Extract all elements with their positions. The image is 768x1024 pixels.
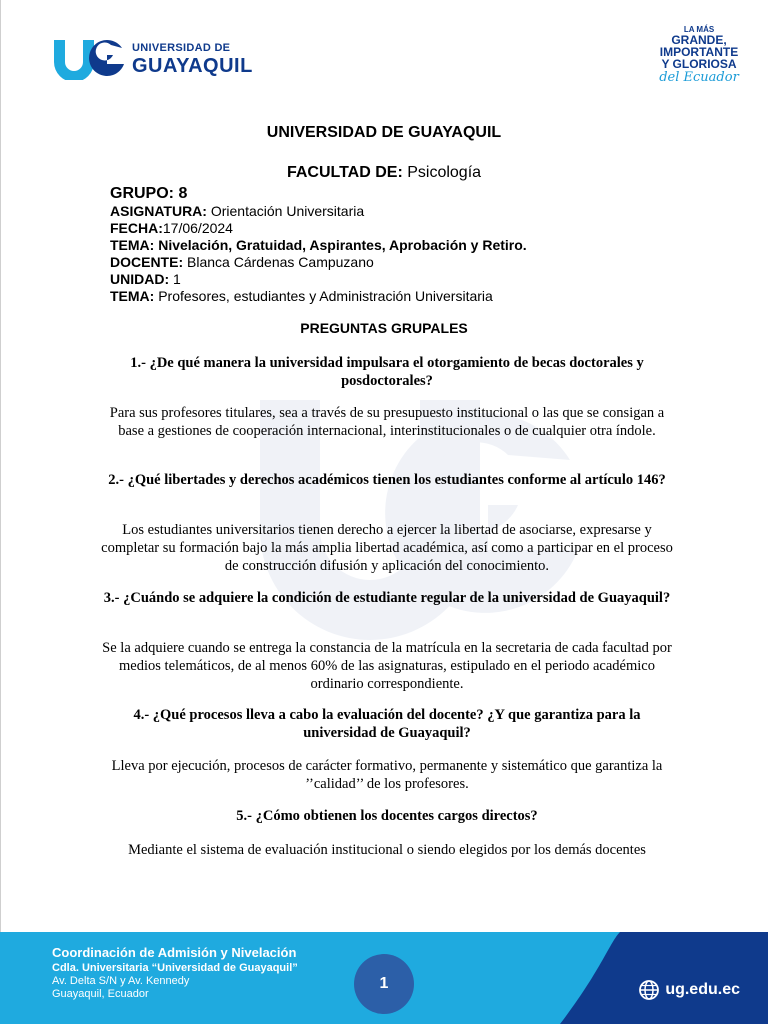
subject-label: ASIGNATURA: (110, 203, 207, 219)
unit-line (110, 271, 710, 288)
footer-address (52, 946, 298, 1001)
ug-logo-mark (52, 38, 126, 80)
question-5: 5.- ¿Cómo obtienen los docentes cargos directos? (236, 808, 538, 824)
slogan-line-1: LA MÁS (683, 25, 715, 34)
answer-4: Lleva por ejecución, procesos de carácter formativo, permanente y sistemático que garantiza la ’’calidad’’ de los profesores. (111, 758, 663, 792)
logo-small-text: UNIVERSIDAD DE (132, 41, 231, 54)
answer-3: Se la adquiere cuando se entrega la constancia de la matrícula en la secretaria de cada facultad por medios telemáticos, de al menos 60% de las asignaturas, estipulado en el periodo académico ordinario correspondiente. (102, 640, 672, 692)
topic-2-value: Profesores, estudiantes y Administración Universitaria (154, 288, 493, 304)
answer-1: Para sus profesores titulares, sea a través de su presupuesto institucional o las que se consigan a base a gestiones de cooperación internacional, interinstitucionales o de cualquier otra índole. (109, 405, 665, 439)
footer-line-2: Cdla. Universitaria “Universidad de Guayaquil” (52, 962, 298, 974)
faculty-label: FACULTAD DE: (286, 164, 403, 181)
topic-line-1 (110, 237, 710, 254)
logo-big-text: GUAYAQUIL (132, 54, 253, 77)
unit-value: 1 (169, 271, 181, 287)
date-value: 17/06/2024 (162, 220, 233, 236)
faculty-value: Psicología (402, 164, 482, 181)
university-title: UNIVERSIDAD DE GUAYAQUIL (266, 124, 502, 141)
slogan-line-3: IMPORTANTE (659, 45, 739, 59)
page-footer (0, 932, 768, 1024)
globe-icon (639, 980, 659, 1000)
section-title: PREGUNTAS GRUPALES (300, 320, 468, 336)
topic-line-2 (110, 288, 710, 305)
footer-line-3: Av. Delta S/N y Av. Kennedy (52, 975, 190, 987)
question-3: 3.- ¿Cuándo se adquiere la condición de estudiante regular de la universidad de Guayaquil? (103, 590, 671, 606)
topic-1-text: TEMA: Nivelación, Gratuidad, Aspirantes, Aprobación y Retiro. (110, 237, 527, 253)
slogan-logo (656, 26, 742, 84)
slogan-line-5: del Ecuador (659, 70, 739, 85)
footer-line-4: Guayaquil, Ecuador (52, 988, 149, 1000)
faculty-line (0, 164, 768, 182)
unit-label: UNIDAD: (110, 271, 170, 287)
page-edge (0, 0, 1, 1024)
teacher-value: Blanca Cárdenas Campuzano (183, 254, 374, 270)
website-link[interactable] (639, 980, 740, 1000)
slogan-line-4: Y GLORIOSA (661, 57, 737, 71)
slogan-line-2: GRANDE, (671, 33, 727, 47)
page-number-badge: 1 (354, 954, 414, 1014)
subject-value: Orientación Universitaria (206, 203, 365, 219)
question-1: 1.- ¿De qué manera la universidad impulsara el otorgamiento de becas doctorales y posdoctorales? (130, 355, 644, 389)
date-label: FECHA: (110, 220, 163, 236)
document-meta (110, 184, 710, 305)
answer-5: Mediante el sistema de evaluación institucional o siendo elegidos por los demás docentes (128, 842, 646, 858)
website-text[interactable]: ug.edu.ec (665, 981, 740, 998)
topic-2-label: TEMA: (110, 288, 155, 304)
teacher-line (110, 254, 710, 271)
subject-line (110, 203, 710, 220)
answer-2: Los estudiantes universitarios tienen derecho a ejercer la libertad de asociarse, expresarse y completar su formación bajo la más amplia libertad académica, así como a participar en el proceso de construcción difusión y aplicación del conocimiento. (101, 522, 673, 574)
footer-line-1: Coordinación de Admisión y Nivelación (52, 945, 297, 960)
question-4: 4.- ¿Qué procesos lleva a cabo la evaluación del docente? ¿Y que garantiza para la universidad de Guayaquil? (133, 707, 641, 741)
university-logo (52, 38, 253, 80)
question-2: 2.- ¿Qué libertades y derechos académicos tienen los estudiantes conforme al artículo 146? (108, 472, 666, 488)
group-line: GRUPO: 8 (110, 185, 188, 202)
teacher-label: DOCENTE: (110, 254, 184, 270)
date-line (110, 220, 710, 237)
